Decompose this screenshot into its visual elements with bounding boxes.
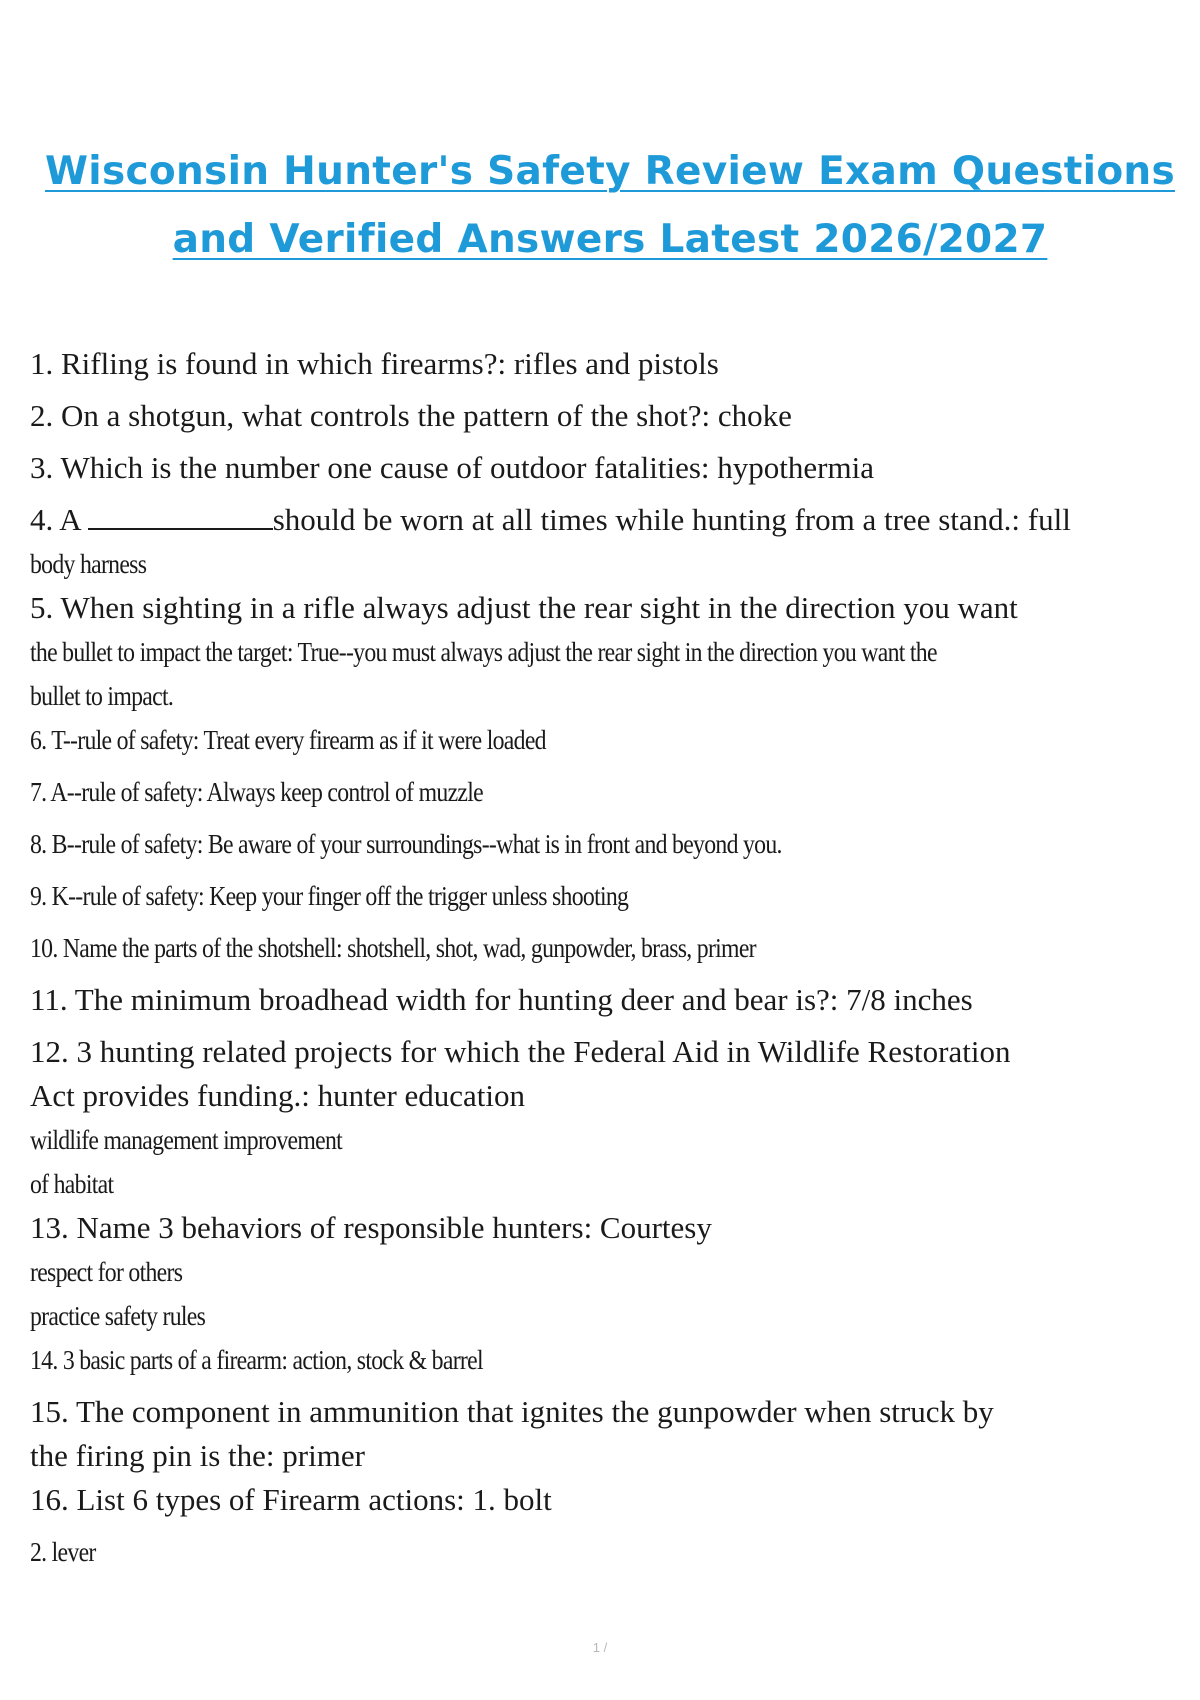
- question-7: 7. A--rule of safety: Always keep control of muzzle: [30, 777, 484, 807]
- question-11: 11. The minimum broadhead width for hunting deer and bear is?: 7/8 inches: [30, 982, 973, 1017]
- question-4-prefix: 4. A: [30, 502, 80, 537]
- question-10: 10. Name the parts of the shotshell: shotshell, shot, wad, gunpowder, brass, primer: [30, 933, 756, 963]
- question-5: 5. When sighting in a rifle always adjust the rear sight in the direction you want: [30, 590, 1018, 625]
- question-8: 8. B--rule of safety: Be aware of your surroundings--what is in front and beyond you.: [30, 829, 782, 859]
- question-6: 6. T--rule of safety: Treat every firearm as if it were loaded: [30, 725, 546, 755]
- question-15: 15. The component in ammunition that ignites the gunpowder when struck by: [30, 1394, 994, 1429]
- question-14: 14. 3 basic parts of a firearm: action, stock & barrel: [30, 1345, 483, 1375]
- question-4-text: should be worn at all times while hunting from a tree stand.: full: [272, 502, 1071, 537]
- question-5-continued: the bullet to impact the target: True--you must always adjust the rear sight in the direction you want the: [30, 637, 937, 667]
- question-15-continued: the firing pin is the: primer: [30, 1438, 365, 1473]
- question-4: [30, 498, 1150, 542]
- title-line-2: and Verified Answers Latest 2026/2027: [172, 217, 1048, 262]
- title-line-1: Wisconsin Hunter's Safety Review Exam Questions: [44, 149, 1176, 194]
- question-5-end: bullet to impact.: [30, 681, 174, 711]
- question-3: 3. Which is the number one cause of outdoor fatalities: hypothermia: [30, 450, 874, 485]
- question-12-answer-2: wildlife management improvement: [30, 1125, 343, 1155]
- question-12-continued: Act provides funding.: hunter education: [30, 1078, 526, 1113]
- question-1: 1. Rifling is found in which firearms?: rifles and pistols: [30, 346, 719, 381]
- question-13-answer-2: respect for others: [30, 1257, 183, 1287]
- document-title: [30, 138, 1190, 274]
- fill-in-blank: [88, 504, 273, 530]
- question-9: 9. K--rule of safety: Keep your finger off the trigger unless shooting: [30, 881, 629, 911]
- question-list: [30, 342, 1150, 1574]
- question-2: 2. On a shotgun, what controls the pattern of the shot?: choke: [30, 398, 792, 433]
- page-number: 1 /: [592, 1640, 608, 1655]
- question-12: 12. 3 hunting related projects for which the Federal Aid in Wildlife Restoration: [30, 1034, 1011, 1069]
- question-16-answer-2: 2. lever: [30, 1537, 96, 1567]
- question-13: 13. Name 3 behaviors of responsible hunters: Courtesy: [30, 1210, 712, 1245]
- question-13-answer-3: practice safety rules: [30, 1301, 206, 1331]
- question-4-answer: body harness: [30, 549, 147, 579]
- question-12-answer-3: of habitat: [30, 1169, 114, 1199]
- question-16: 16. List 6 types of Firearm actions: 1. bolt: [30, 1482, 552, 1517]
